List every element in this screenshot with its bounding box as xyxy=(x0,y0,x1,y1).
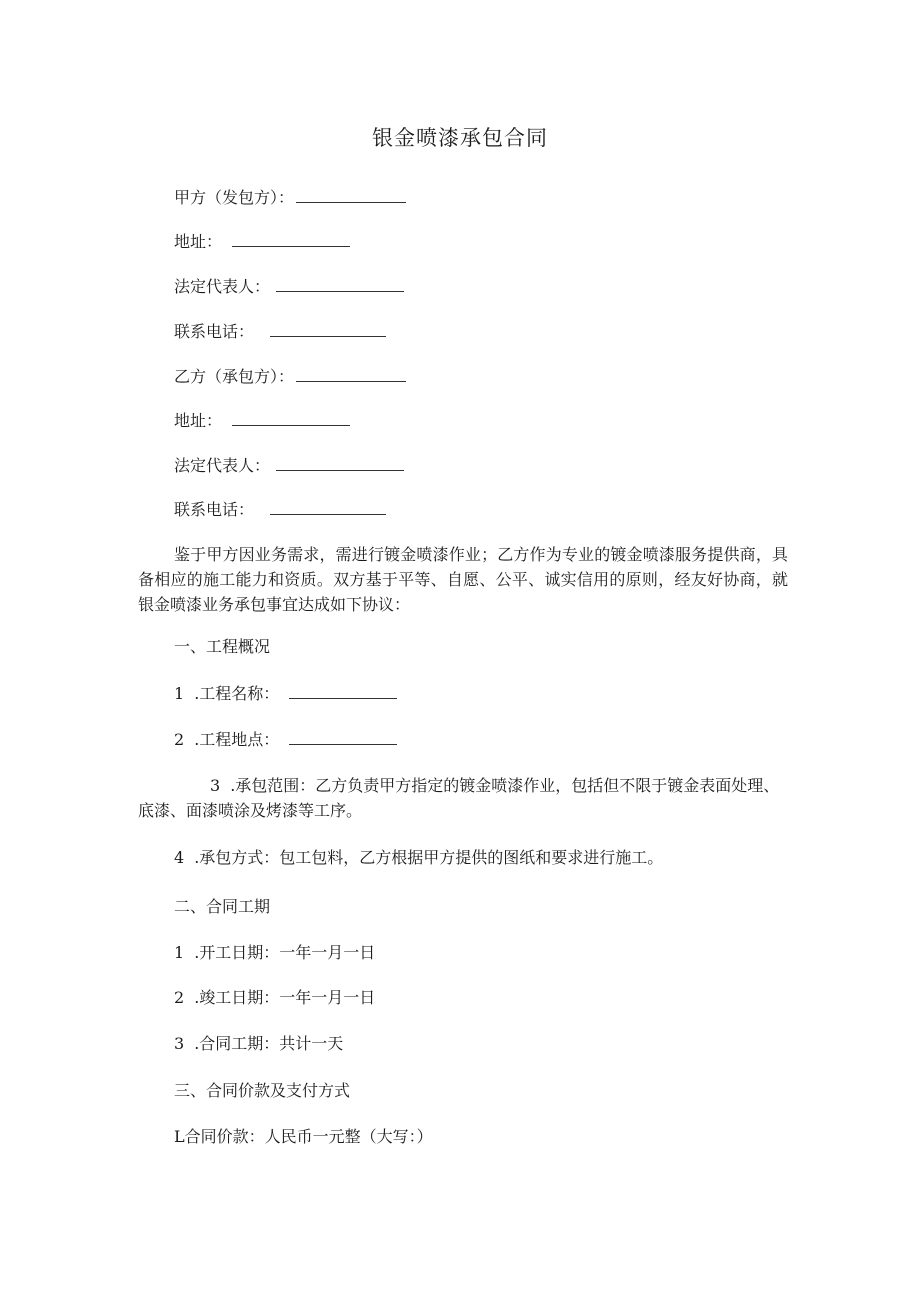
party-a-rep-blank[interactable] xyxy=(276,277,404,292)
party-b-line xyxy=(174,366,406,388)
party-b-blank[interactable] xyxy=(296,367,406,382)
project-name-blank[interactable] xyxy=(289,684,397,699)
section1-heading: 一、工程概况 xyxy=(174,637,271,656)
intro-paragraph: 鉴于甲方因业务需求，需进行镀金喷漆作业；乙方作为专业的镀金喷漆服务提供商，具备相应的施工能力和资质。双方基于平等、自愿、公平、诚实信用的原则，经友好协商，就银金喷漆业务承包事宜达成如下协议： xyxy=(138,545,788,614)
section1-item2 xyxy=(174,729,397,751)
section1-item4-text: .承包方式：包工包料，乙方根据甲方提供的图纸和要求进行施工。 xyxy=(194,848,664,867)
party-b-address-line xyxy=(174,410,350,432)
section1-item1-num: 1 xyxy=(174,684,185,703)
party-b-phone-blank[interactable] xyxy=(270,500,386,515)
party-a-phone-label: 联系电话： xyxy=(174,322,255,341)
party-a-address-line xyxy=(174,231,350,253)
section2-item2 xyxy=(174,987,375,1009)
party-a-address-blank[interactable] xyxy=(232,232,350,247)
party-b-address-label: 地址： xyxy=(174,411,223,430)
section1-item2-text: .工程地点： xyxy=(194,730,280,749)
party-a-address-label: 地址： xyxy=(174,232,223,251)
party-a-label: 甲方（发包方）： xyxy=(174,188,295,207)
section1-item4-num: 4 xyxy=(174,848,185,867)
section1-item3-num: 3 xyxy=(210,776,221,795)
party-b-rep-label: 法定代表人： xyxy=(174,456,271,475)
section2-item1-num: 1 xyxy=(174,943,185,962)
party-a-phone-line xyxy=(174,321,386,343)
document-title: 银金喷漆承包合同 xyxy=(372,126,548,150)
section1-item4 xyxy=(174,847,663,869)
section2-item3-text: .合同工期：共计一天 xyxy=(194,1034,344,1053)
section2-item2-text: .竣工日期：一年一月一日 xyxy=(194,988,376,1007)
section1-item2-num: 2 xyxy=(174,730,185,749)
section1-item1-text: .工程名称： xyxy=(194,684,280,703)
party-b-phone-line xyxy=(174,499,386,521)
party-b-phone-label: 联系电话： xyxy=(174,500,255,519)
section2-item3-num: 3 xyxy=(174,1034,185,1053)
section1-item3-text: .承包范围：乙方负责甲方指定的镀金喷漆作业，包括但不限于镀金表面处理、底漆、面漆喷涂及烤漆等工序。 xyxy=(138,776,780,820)
party-b-address-blank[interactable] xyxy=(232,411,350,426)
section2-item1 xyxy=(174,942,375,964)
party-b-rep-line xyxy=(174,455,404,477)
party-a-phone-blank[interactable] xyxy=(270,322,386,337)
party-a-rep-line xyxy=(174,276,404,298)
section2-item3 xyxy=(174,1033,343,1055)
section2-item2-num: 2 xyxy=(174,988,185,1007)
party-a-line xyxy=(174,187,406,209)
section3-item1: L合同价款：人民币一元整（大写：） xyxy=(174,1127,433,1146)
section2-heading: 二、合同工期 xyxy=(174,897,271,916)
section1-item3 xyxy=(138,773,788,823)
section1-item1 xyxy=(174,683,397,705)
section2-item1-text: .开工日期：一年一月一日 xyxy=(194,943,376,962)
party-a-blank[interactable] xyxy=(296,188,406,203)
section3-heading: 三、合同价款及支付方式 xyxy=(174,1081,351,1100)
project-location-blank[interactable] xyxy=(289,730,397,745)
party-a-rep-label: 法定代表人： xyxy=(174,277,271,296)
party-b-label: 乙方（承包方）： xyxy=(174,367,295,386)
party-b-rep-blank[interactable] xyxy=(276,456,404,471)
